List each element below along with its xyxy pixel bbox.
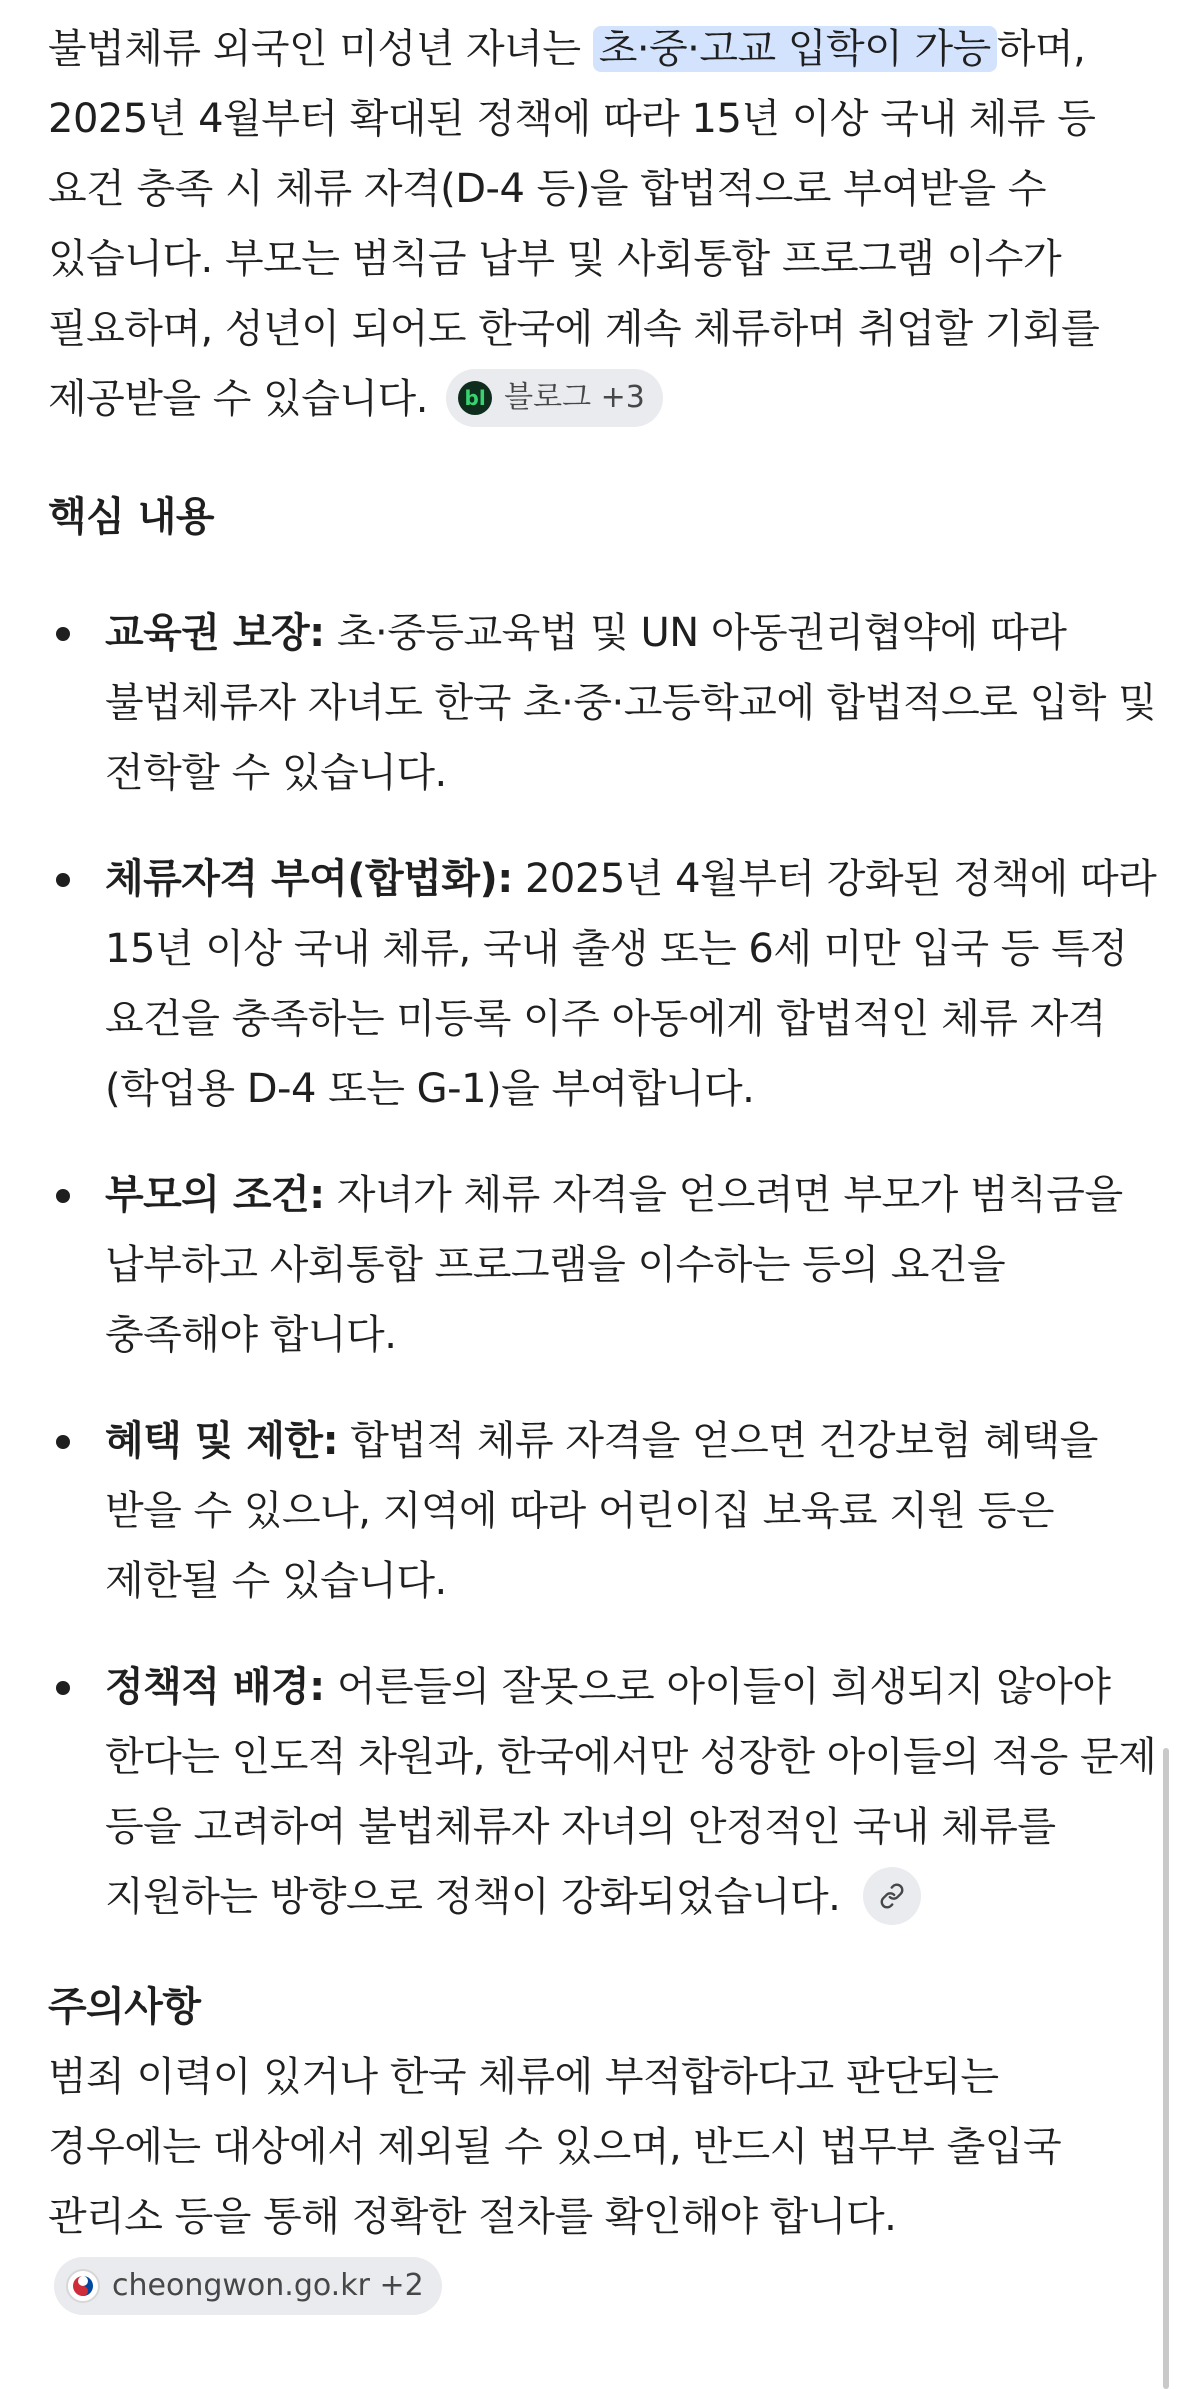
link-chip[interactable] — [863, 1867, 921, 1925]
bullet-item — [48, 1406, 1158, 1616]
bullet-item — [48, 1652, 1158, 1932]
bullet-dot — [56, 873, 70, 887]
section-heading-core: 핵심 내용 — [48, 494, 214, 540]
core-bullet-list — [48, 598, 1158, 1932]
bullet-item — [48, 1160, 1158, 1370]
caution-paragraph — [48, 2042, 1158, 2322]
bullet-colon: : — [322, 1418, 339, 1464]
bullet-body: 2025년 4월부터 강화된 정책에 따라 15년 이상 국내 체류, 국내 출생 또는 6세 미만 입국 등 특정 요건을 충족하는 미등록 이주 아동에게 합법적인 체류 자격(학업용 D-4 또는 G-1)을 부여합니다. — [105, 856, 1157, 1112]
bullet-title: 정책적 배경 — [105, 1664, 310, 1710]
source-chip-label: 블로그 +3 — [504, 380, 645, 415]
bullet-body: 합법적 체류 자격을 얻으면 건강보험 혜택을 받을 수 있으나, 지역에 따라 어린이집 보육료 지원 등은 제한될 수 있습니다. — [105, 1418, 1098, 1604]
korea-gov-emblem-icon — [66, 2269, 100, 2303]
source-chip-cheongwon[interactable] — [54, 2257, 442, 2315]
bullet-colon: : — [497, 856, 513, 902]
link-icon — [879, 1883, 905, 1909]
taegeuk-emblem — [71, 2274, 95, 2298]
bullet-item — [48, 598, 1158, 808]
bullet-colon: : — [309, 1172, 325, 1218]
bullet-colon: : — [309, 1664, 325, 1710]
intro-text-before: 불법체류 외국인 미성년 자녀는 — [48, 26, 593, 72]
blog-icon: bl — [458, 381, 492, 415]
bullet-colon: : — [309, 610, 325, 656]
bullet-title: 교육권 보장 — [105, 610, 310, 656]
bullet-item — [48, 844, 1158, 1124]
bullet-title: 부모의 조건 — [105, 1172, 310, 1218]
caution-text: 범죄 이력이 있거나 한국 체류에 부적합하다고 판단되는 경우에는 대상에서 제외될 수 있으며, 반드시 법무부 출입국 관리소 등을 통해 정확한 절차를 확인해야 합니다. — [48, 2054, 1062, 2240]
bullet-body: 초·중등교육법 및 UN 아동권리협약에 따라 불법체류자 자녀도 한국 초·중·고등학교에 합법적으로 입학 및 전학할 수 있습니다. — [105, 610, 1157, 796]
source-chip-blog[interactable] — [446, 369, 663, 427]
bullet-dot — [56, 627, 70, 641]
bullet-title: 혜택 및 제한 — [105, 1418, 323, 1464]
bullet-dot — [56, 1681, 70, 1695]
intro-text-after: 하며, 2025년 4월부터 확대된 정책에 따라 15년 이상 국내 체류 등 요건 충족 시 체류 자격(D-4 등)을 합법적으로 부여받을 수 있습니다. 부모는 범칙금 납부 및 사회통합 프로그램 이수가 필요하며, 성년이 되어도 한국에 계속 체류하며 취업할 기회를 제공받을 수 있습니다. — [48, 26, 1100, 422]
bullet-body: 어른들의 잘못으로 아이들이 희생되지 않아야 한다는 인도적 차원과, 한국에서만 성장한 아이들의 적응 문제 등을 고려하여 불법체류자 자녀의 안정적인 국내 체류를 지원하는 방향으로 정책이 강화되었습니다. — [105, 1664, 1157, 1920]
bullet-body: 자녀가 체류 자격을 얻으려면 부모가 범칙금을 납부하고 사회통합 프로그램을 이수하는 등의 요건을 충족해야 합니다. — [105, 1172, 1123, 1358]
bullet-dot — [56, 1189, 70, 1203]
bullet-dot — [56, 1435, 70, 1449]
scrollbar[interactable] — [1163, 1748, 1169, 2389]
source-chip-label: cheongwon.go.kr +2 — [112, 2268, 424, 2303]
highlighted-text: 초·중·고교 입학이 가능 — [593, 26, 997, 72]
bullet-title: 체류자격 부여(합법화) — [105, 856, 498, 902]
answer-content — [48, 0, 1158, 2322]
intro-paragraph — [48, 0, 1158, 434]
section-heading-caution: 주의사항 — [48, 1984, 201, 2030]
